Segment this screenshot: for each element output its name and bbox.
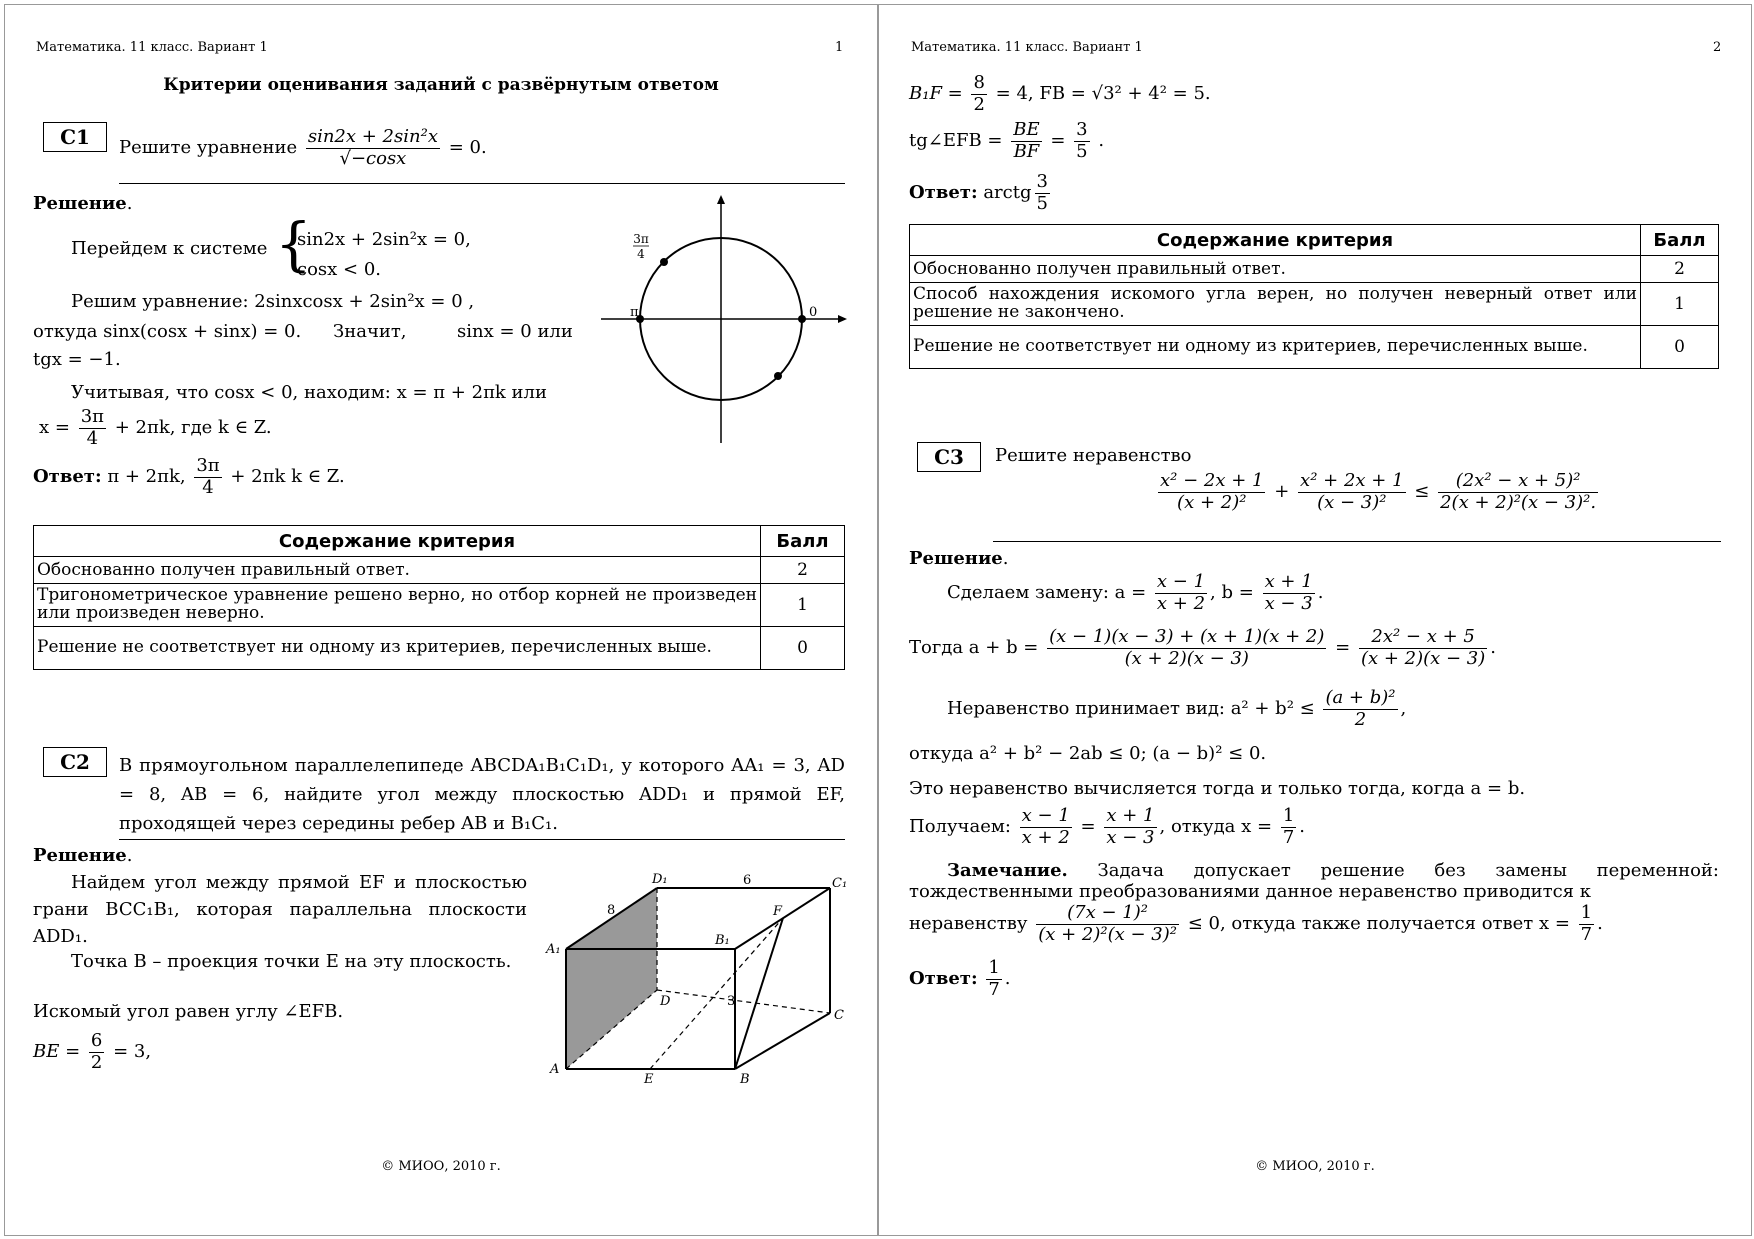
- c3-result: Получаем: $\frac{x - 1}{x + 2}$ = $\frac{x + 1}{x - 3}$ , откуда x = $\frac{1}{7}$ .: [909, 805, 1305, 848]
- c2-cont-line2: tg∠EFB = $\frac{BE}{BF}$ = $\frac{3}{5}$ .: [909, 119, 1105, 162]
- label-3pi: 3π: [633, 232, 649, 246]
- c2-p3: Искомый угол равен углу ∠EFB.: [33, 1001, 344, 1022]
- parallelepiped-figure: [540, 873, 850, 1083]
- c3-substitution: Сделаем замену: a = $\frac{x - 1}{x + 2}$ , b = $\frac{x + 1}{x - 3}$ .: [947, 571, 1324, 614]
- page-number: 2: [1713, 40, 1722, 55]
- task-label-c2: C2: [43, 747, 107, 777]
- c3-note-formula: неравенству $\frac{\text{(7x − 1)²}}{\text{(x + 2)²(x − 3)²}}$ ≤ 0, откуда также получается ответ x = $\frac{1}{7}$ .: [909, 902, 1603, 945]
- c2-answer: Ответ: arctg $\frac{3}{5}$: [909, 171, 1048, 214]
- c3-sum: Тогда a + b = $\frac{(x - 1)(x - 3) + (x + 1)(x + 2)}{(x + 2)(x - 3)}$ = $\frac{\text{2x² − x + 5}}{(x + 2)(x - 3)}$ .: [909, 626, 1497, 669]
- table-header-criterion: Содержание критерия: [34, 526, 761, 557]
- table-cell-score: 1: [761, 584, 845, 627]
- c3-inequality-form: Неравенство принимает вид: a² + b² ≤ $\frac{\text{(a + b)²}}{2}$ ,: [947, 687, 1407, 730]
- c1-line2: Решим уравнение: 2sinxcosx + 2sin²x = 0 ,: [71, 291, 475, 312]
- page-footer: © МИОО, 2010 г.: [1255, 1159, 1375, 1174]
- point-7pi-4: [774, 372, 782, 380]
- label-B1: B₁: [715, 933, 730, 948]
- table-cell-criterion: Решение не соответствует ни одному из критериев, перечисленных выше.: [910, 326, 1641, 369]
- c1-line3c: sinx = 0 или: [457, 321, 573, 342]
- solution-heading: Решение.: [33, 845, 133, 866]
- divider: [119, 839, 845, 840]
- c2-be: BE = $\frac{6}{2}$ = 3,: [33, 1030, 152, 1073]
- page-1: [4, 4, 878, 1236]
- c3-inequality: $\frac{\text{x² − 2x + 1}}{\text{(x + 2)²}}$ + $\frac{\text{x² + 2x + 1}}{\text{(x − 3)²}}$ ≤ $\frac{\text{(2x² − x + 5)²}}{\text{2(x + 2)²(x − 3)².}}$: [1160, 470, 1597, 513]
- table-cell-score: 1: [1641, 283, 1719, 326]
- page-footer: © МИОО, 2010 г.: [381, 1159, 501, 1174]
- page-header: Математика. 11 класс. Вариант 1: [36, 40, 268, 55]
- task-label-c1: C1: [43, 122, 107, 152]
- table-cell-criterion: Обоснованно получен правильный ответ.: [910, 256, 1641, 283]
- divider: [119, 183, 845, 184]
- table-header-score: Балл: [761, 526, 845, 557]
- c1-line3a: откуда sinx(cosx + sinx) = 0.: [33, 321, 302, 342]
- x-axis-arrow: [838, 315, 847, 323]
- c1-line4: tgx = −1.: [33, 349, 121, 370]
- divider: [993, 541, 1721, 542]
- task-label-c3: C3: [917, 442, 981, 472]
- label-E: E: [644, 1072, 654, 1083]
- table-cell-score: 0: [761, 627, 845, 670]
- table-header-score: Балл: [1641, 225, 1719, 256]
- page-2: [878, 4, 1752, 1236]
- solution-heading: Решение.: [33, 193, 133, 214]
- table-row: [34, 584, 845, 627]
- point-3pi-4: [660, 258, 668, 266]
- page-header: Математика. 11 класс. Вариант 1: [911, 40, 1143, 55]
- table-header-row: [34, 526, 845, 557]
- label-D1: D₁: [652, 873, 668, 887]
- c2-task: В прямоугольном параллелепипеде ABCDA₁B₁C₁D₁, у которого AA₁ = 3, AD = 8, AB = 6, найдите угол между плоскостью ADD₁ и прямой EF, проходящей через середины ребер AB и B₁C₁.: [119, 755, 845, 834]
- edge-label-8: 8: [607, 903, 616, 918]
- c3-line4: откуда a² + b² − 2ab ≤ 0; (a − b)² ≤ 0.: [909, 743, 1267, 764]
- table-row: [910, 283, 1719, 326]
- table-row: [910, 326, 1719, 369]
- label-A: A: [550, 1062, 560, 1077]
- table-cell-criterion: Обоснованно получен правильный ответ.: [34, 557, 761, 584]
- c1-system-1: sin2x + 2sin²x = 0,: [297, 229, 471, 250]
- label-4: 4: [637, 247, 645, 261]
- c2-cont-line1: B₁F = $\frac{8}{2}$ = 4, FB = √3² + 4² = 5.: [909, 72, 1211, 115]
- c1-line3b: Значит,: [333, 321, 407, 342]
- page-number: 1: [835, 40, 844, 55]
- solution-heading: Решение.: [909, 548, 1009, 569]
- edge-label-6: 6: [743, 873, 752, 888]
- c3-note: Замечание. Задача допускает решение без замены переменной: тождественными преобразованиями данное неравенство приводится к: [909, 860, 1719, 902]
- label-C: C: [834, 1008, 844, 1023]
- c3-task: Решите неравенство: [995, 445, 1192, 466]
- table-row: [34, 557, 845, 584]
- c1-line1: Перейдем к системе: [71, 238, 268, 259]
- table-cell-criterion: Тригонометрическое уравнение решено верно, но отбор корней не произведен или произведен неверно.: [34, 584, 761, 627]
- y-axis-arrow: [717, 195, 725, 204]
- c3-line5: Это неравенство вычисляется тогда и только тогда, когда a = b.: [909, 778, 1526, 799]
- table-row: [34, 627, 845, 670]
- criteria-table-c1: [33, 525, 845, 670]
- unit-circle-figure: [595, 191, 855, 451]
- table-cell-score: 0: [1641, 326, 1719, 369]
- table-row: [910, 256, 1719, 283]
- table-header-row: [910, 225, 1719, 256]
- c2-p2: Точка B – проекция точки E на эту плоскость.: [71, 951, 512, 972]
- label-C1: C₁: [832, 876, 848, 891]
- label-F: F: [773, 904, 783, 919]
- c1-task: Решите уравнение $\frac{\text{sin2x + 2sin²x}}{√-\cos x}$ = 0.: [119, 126, 487, 169]
- system-brace: {: [275, 210, 312, 278]
- edge-label-3: 3: [727, 994, 736, 1009]
- page-title: Критерии оценивания заданий с развёрнутым ответом: [163, 75, 719, 95]
- table-header-criterion: Содержание критерия: [910, 225, 1641, 256]
- criteria-table-c2: [909, 224, 1719, 369]
- label-D: D: [660, 994, 671, 1009]
- c1-answer: Ответ: π + 2πk, $\frac{3\pi}{4}$ + 2πk k ∈ Z.: [33, 455, 345, 498]
- label-A1: A₁: [546, 942, 561, 957]
- table-cell-criterion: Способ нахождения искомого угла верен, но получен неверный ответ или решение не закончено.: [910, 283, 1641, 326]
- label-zero: 0: [809, 305, 818, 320]
- table-cell-score: 2: [1641, 256, 1719, 283]
- label-pi: π: [630, 305, 639, 320]
- table-cell-score: 2: [761, 557, 845, 584]
- c3-answer: Ответ: $\frac{1}{7}$ .: [909, 957, 1011, 1000]
- table-cell-criterion: Решение не соответствует ни одному из критериев, перечисленных выше.: [34, 627, 761, 670]
- c2-p1: Найдем угол между прямой EF и плоскостью грани BCC₁B₁, которая параллельна плоскости ADD₁.: [33, 872, 527, 947]
- c1-line6: x = $\frac{3\pi}{4}$ + 2πk, где k ∈ Z.: [39, 406, 272, 449]
- point-zero: [798, 315, 806, 323]
- label-B: B: [740, 1072, 750, 1083]
- c1-system-2: cosx < 0.: [297, 259, 382, 280]
- c1-line5: Учитывая, что cosx < 0, находим: x = π + 2πk или: [71, 382, 547, 403]
